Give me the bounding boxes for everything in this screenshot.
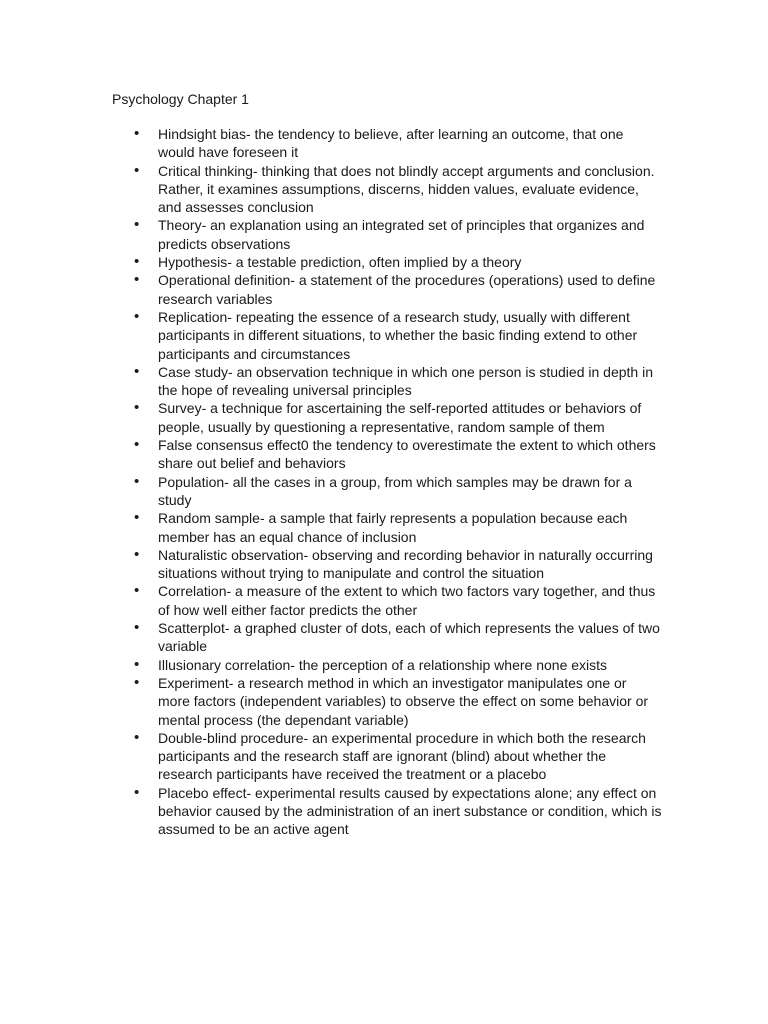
list-item: • Case study- an observation technique in which one person is studied in depth in the hope of revealing universal principles <box>112 363 662 400</box>
list-item: • Operational definition- a statement of the procedures (operations) used to define research variables <box>112 271 662 308</box>
term-list <box>112 125 662 839</box>
list-item: • Survey- a technique for ascertaining the self-reported attitudes or behaviors of people, usually by questioning a representative, random sample of them <box>112 399 662 436</box>
list-item: • Population- all the cases in a group, from which samples may be drawn for a study <box>112 473 662 510</box>
list-item: • Experiment- a research method in which an investigator manipulates one or more factors (independent variables) to observe the effect on some behavior or mental process (the dependant variable) <box>112 674 662 729</box>
list-item: • Correlation- a measure of the extent to which two factors vary together, and thus of how well either factor predicts the other <box>112 582 662 619</box>
list-item: • Double-blind procedure- an experimental procedure in which both the research participants and the research staff are ignorant (blind) about whether the research participants have received the treatment or a placebo <box>112 729 662 784</box>
list-item: • False consensus effect0 the tendency to overestimate the extent to which others share out belief and behaviors <box>112 436 662 473</box>
list-item: • Hypothesis- a testable prediction, often implied by a theory <box>112 253 662 271</box>
list-item: • Random sample- a sample that fairly represents a population because each member has an equal chance of inclusion <box>112 509 662 546</box>
list-item: • Critical thinking- thinking that does not blindly accept arguments and conclusion. Rather, it examines assumptions, discerns, hidden values, evaluate evidence, and assesses conclusion <box>112 162 662 217</box>
list-item: • Hindsight bias- the tendency to believe, after learning an outcome, that one would have foreseen it <box>112 125 662 162</box>
document-title: Psychology Chapter 1 <box>112 91 249 107</box>
list-item: • Theory- an explanation using an integrated set of principles that organizes and predicts observations <box>112 216 662 253</box>
list-item: • Illusionary correlation- the perception of a relationship where none exists <box>112 656 662 674</box>
list-item: • Placebo effect- experimental results caused by expectations alone; any effect on behavior caused by the administration of an inert substance or condition, which is assumed to be an active agent <box>112 784 662 839</box>
list-item: • Naturalistic observation- observing and recording behavior in naturally occurring situations without trying to manipulate and control the situation <box>112 546 662 583</box>
list-item: • Replication- repeating the essence of a research study, usually with different participants in different situations, to whether the basic finding extend to other participants and circumstances <box>112 308 662 363</box>
list-item: • Scatterplot- a graphed cluster of dots, each of which represents the values of two variable <box>112 619 662 656</box>
